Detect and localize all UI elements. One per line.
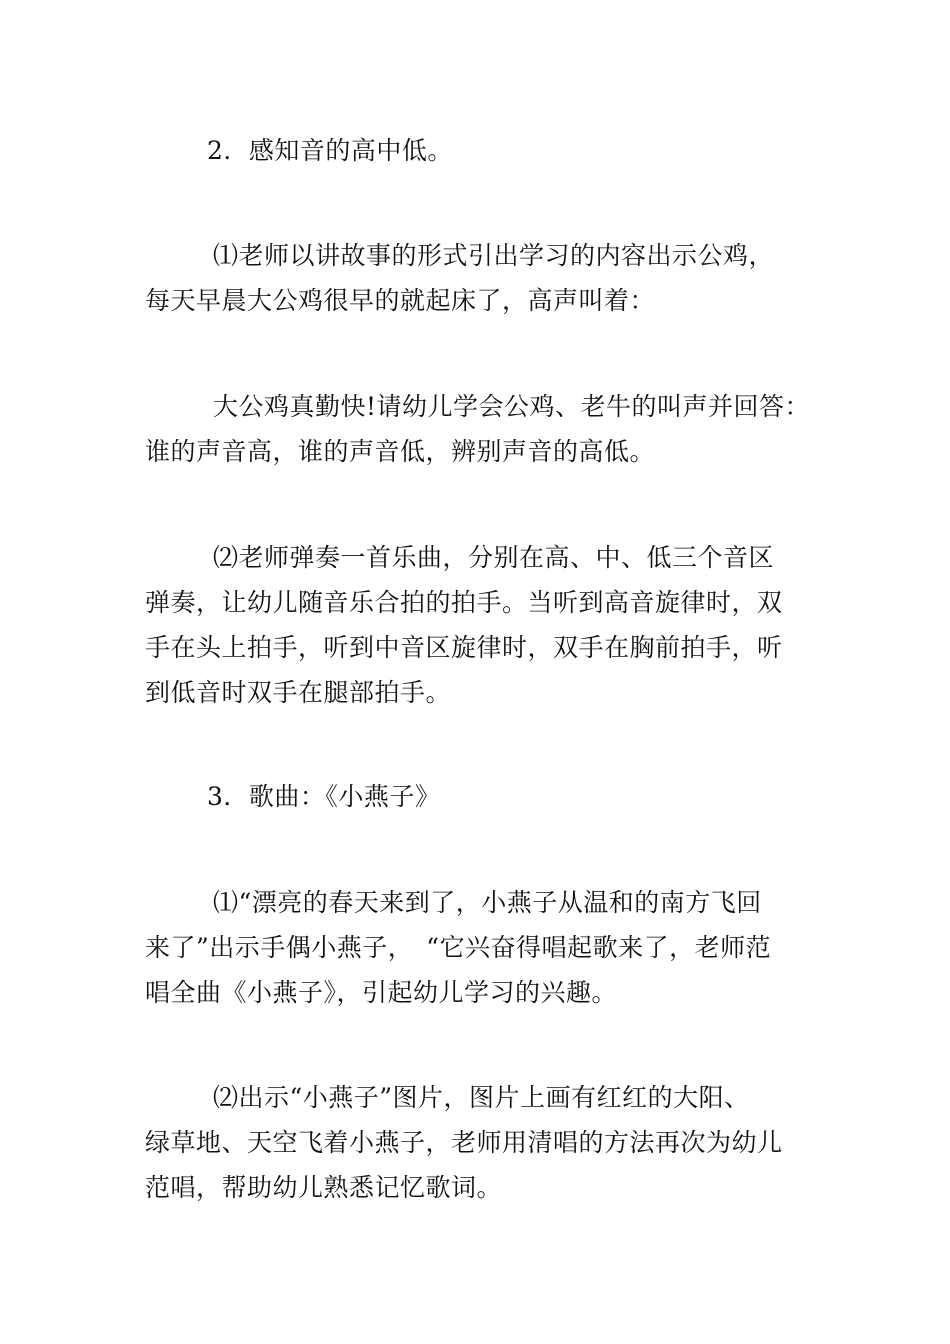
section-heading-3 bbox=[145, 774, 810, 819]
text-line: ⑴老师以讲故事的形式引出学习的内容出示公鸡， bbox=[213, 241, 775, 270]
text-line: ⑵出示“小燕子”图片，图片上画有红红的大阳、 bbox=[213, 1083, 750, 1112]
text-line: 谁的声音高，谁的声音低，辨别声音的高低。 bbox=[145, 437, 656, 466]
paragraph-rooster-story bbox=[145, 233, 810, 323]
text-line: 手在头上拍手，听到中音区旋律时，双手在胸前拍手，听 bbox=[145, 633, 783, 662]
text-line: ⑵老师弹奏一首乐曲，分别在高、中、低三个音区 bbox=[213, 543, 775, 572]
paragraph-clapping-activity bbox=[145, 535, 810, 715]
text-line: 到低音时双手在腿部拍手。 bbox=[145, 678, 452, 707]
document-body bbox=[145, 128, 810, 1270]
text-line: 弹奏，让幼儿随音乐合拍的拍手。当听到高音旋律时，双 bbox=[145, 588, 783, 617]
paragraph-swallow-picture bbox=[145, 1075, 810, 1210]
text-line: 大公鸡真勤快!请幼儿学会公鸡、老牛的叫声并回答： bbox=[213, 392, 811, 421]
text-line: 2．感知音的高中低。 bbox=[207, 136, 453, 165]
text-line: 绿草地、天空飞着小燕子，老师用清唱的方法再次为幼儿 bbox=[145, 1128, 783, 1157]
paragraph-sound-pitch bbox=[145, 384, 810, 474]
text-line: 唱全曲《小燕子》，引起幼儿学习的兴趣。 bbox=[145, 978, 618, 1007]
text-line: 范唱，帮助幼儿熟悉记忆歌词。 bbox=[145, 1173, 503, 1202]
text-line: 3．歌曲：《小燕子》 bbox=[207, 782, 441, 811]
text-line: 来了”出示手偶小燕子， “它兴奋得唱起歌来了，老师范 bbox=[145, 933, 772, 962]
text-line: ⑴“漂亮的春天来到了，小燕子从温和的南方飞回 bbox=[213, 888, 762, 917]
paragraph-swallow-intro bbox=[145, 880, 810, 1015]
section-heading-2 bbox=[145, 128, 810, 173]
text-line: 每天早晨大公鸡很早的就起床了，高声叫着： bbox=[145, 286, 656, 315]
